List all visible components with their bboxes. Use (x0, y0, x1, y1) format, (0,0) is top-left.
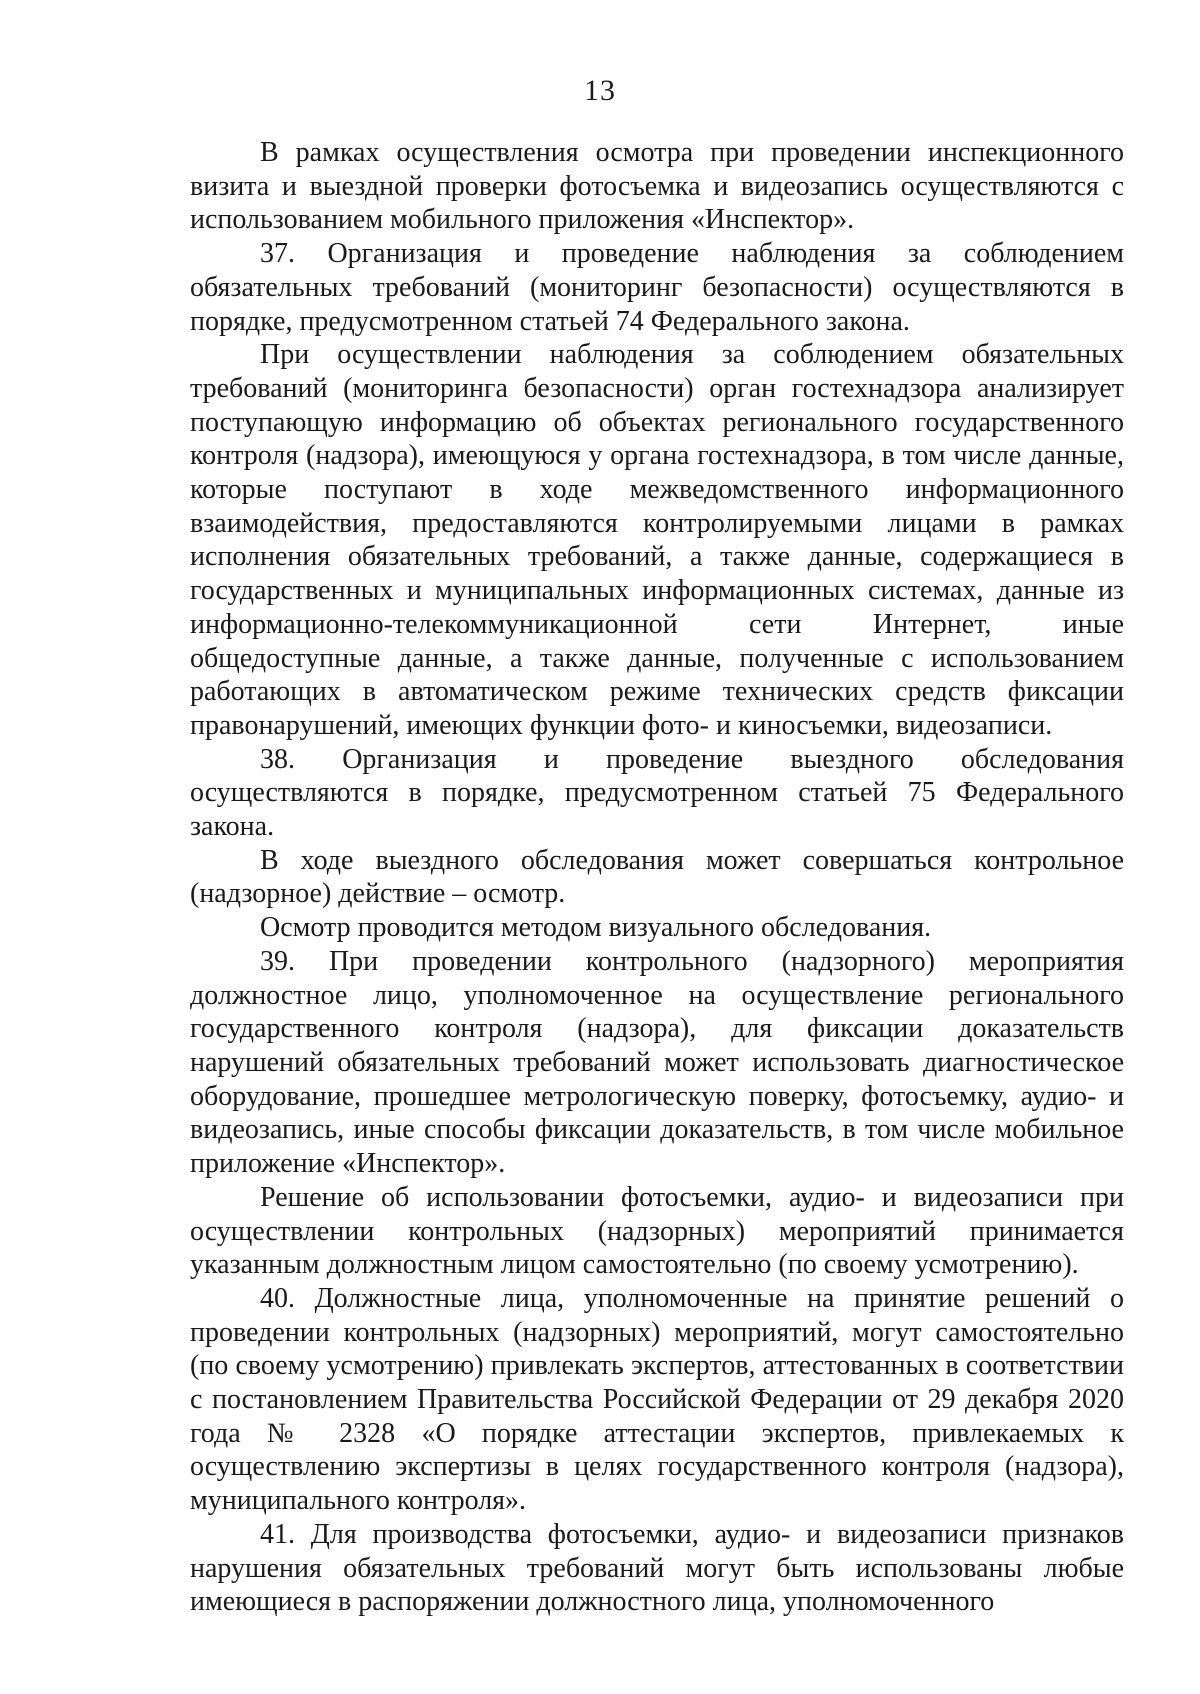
paragraph: В рамках осуществления осмотра при проведении инспекционного визита и выездной проверки фотосъемка и видеозапись осуществляются с использованием мобильного приложения «Инспектор». (190, 137, 1124, 236)
paragraph: В ходе выездного обследования может совершаться контрольное (надзорное) действие – осмотр. (190, 844, 1124, 910)
paragraph: При осуществлении наблюдения за соблюдением обязательных требований (мониторинга безопасности) орган гостехнадзора анализирует поступающую информацию об объектах регионального государственного контроля (надзора), имеющуюся у органа гостехнадзора, в том числе данные, которые поступают в ходе межведомственного информационного взаимодействия, предоставляются контролируемыми лицами в рамках исполнения обязательных требований, а также данные, содержащиеся в государственных и муниципальных информационных системах, данные из информационно-телекоммуникационной сети Интернет, иные общедоступные данные, а также данные, полученные с использованием работающих в автоматическом режиме технических средств фиксации правонарушений, имеющих функции фото- и киносъемки, видеозаписи. (190, 339, 1124, 741)
paragraph: 39. При проведении контрольного (надзорного) мероприятия должностное лицо, уполномоченное на осуществление регионального государственного контроля (надзора), для фиксации доказательств нарушений обязательных требований может использовать диагностическое оборудование, прошедшее метрологическую поверку, фотосъемку, аудио- и видеозапись, иные способы фиксации доказательств, в том числе мобильное приложение «Инспектор». (190, 945, 1124, 1180)
paragraph: 38. Организация и проведение выездного обследования осуществляются в порядке, предусмотренном статьей 75 Федерального закона. (190, 743, 1124, 843)
document-body (190, 136, 1124, 1619)
page-number: 13 (584, 74, 616, 107)
paragraph: Решение об использовании фотосъемки, аудио- и видеозаписи при осуществлении контрольных (надзорных) мероприятий принимается указанным должностным лицом самостоятельно (по своему усмотрению). (190, 1181, 1124, 1281)
paragraph: Осмотр проводится методом визуального обследования. (260, 912, 932, 944)
paragraph: 41. Для производства фотосъемки, аудио- и видеозаписи признаков нарушения обязательных требований могут быть использованы любые имеющиеся в распоряжении должностного лица, уполномоченного (190, 1518, 1124, 1618)
paragraph: 40. Должностные лица, уполномоченные на принятие решений о проведении контрольных (надзорных) мероприятий, могут самостоятельно (по своему усмотрению) привлекать экспертов, аттестованных в соответствии с постановлением Правительства Российской Федерации от 29 декабря 2020 года № 2328 «О порядке аттестации экспертов, привлекаемых к осуществлению экспертизы в целях государственного контроля (надзора), муниципального контроля». (190, 1282, 1124, 1517)
paragraph: 37. Организация и проведение наблюдения за соблюдением обязательных требований (мониторинг безопасности) осуществляются в порядке, предусмотренном статьей 74 Федерального закона. (190, 238, 1124, 337)
